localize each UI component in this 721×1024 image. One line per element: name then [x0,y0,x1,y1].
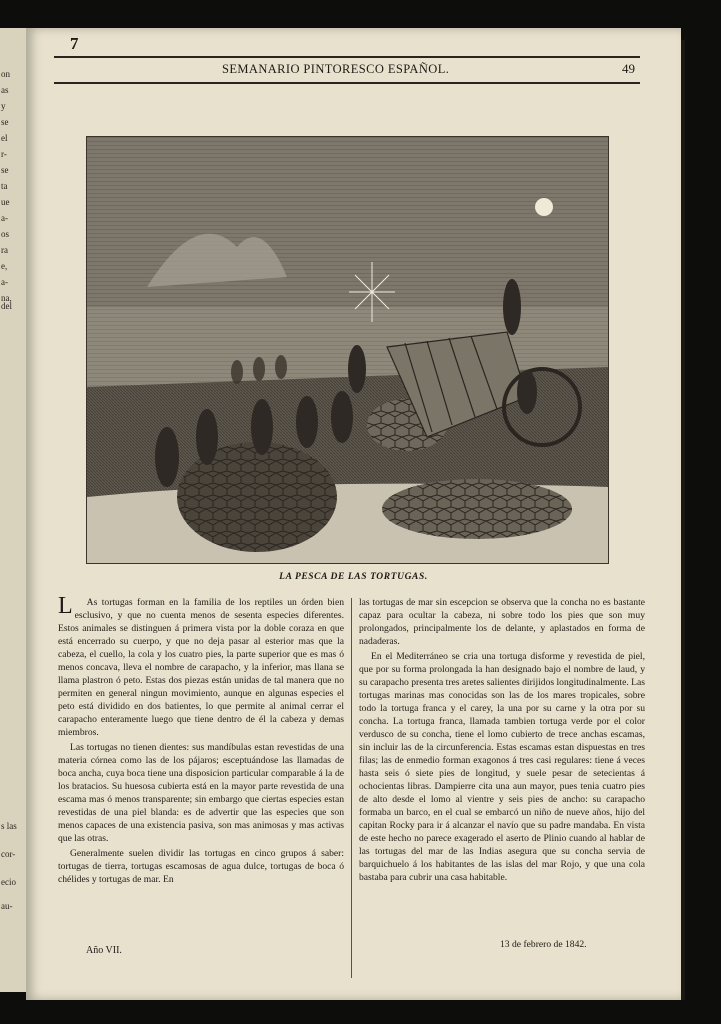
turtle-fishing-engraving [86,136,609,564]
margin-fragment: ta [1,181,8,191]
drop-cap: L [58,593,73,619]
margin-fragment: s las [1,821,17,831]
article-column-right [359,596,645,886]
illustration-caption: LA PESCA DE LAS TORTUGAS. [279,572,428,582]
margin-fragment: au- [1,901,13,911]
paragraph: L As tortugas forman en la familia de los reptiles un órden bien esclusivo, y que no cuenta menos de sesenta especies diferentes. Estos animales se distinguen á primera vista por la doble coraza en que está encerrado su cuerpo, y que no deja pasar al esterior mas que la cabeza, el cuello, la cola y los cuatro pies, la parte superior que es mas ó menos concava, lleva el nombre de carapacho, y la inferior, mas llana se llama plastron ó peto. Estas dos piezas están unidas de tal manera que no permiten en general ningun movimiento, aunque en algunas especies el peto está dividido en dos batientes, lo que permite al animal cerrar el carapacho enteramente luego que tiene dentro de él la cabeza y demas miembros. [58,593,344,738]
margin-fragment: se [1,117,9,127]
article-column-left [58,593,344,888]
margin-fragment: as [1,85,9,95]
header-bottom-rule [54,82,640,84]
paragraph: Generalmente suelen dividir las tortugas en cinco grupos á saber: tortugas de tierra, tortugas escamosas de agua dulce, tortugas de boca ó chélides y tortugas de mar. En [58,848,344,885]
paragraph: En el Mediterráneo se cria una tortuga disforme y revestida de piel, que por su forma prolongada la han designado bajo el nombre de laud, y su carapacho presenta tres aretes salientes dirijidos longitudinalmente. Las tortugas marinas mas conocidas son las de los mares tropicales, sobre todo la tortuga franca y el carey, la una por su carne y la otra por su concha. La tortuga franca, llamada tambien tortuga verde por el color verdusco de su concha, tiene el lomo cubierto de trece anchas escamas, sin incluir las de la circunferencia. Estas escamas estan dispuestas en tres filas; las de enmedio forman exagonos á tres casi regulares: tiene á veces hasta seis ó siete pies de longitud, y suele pesar de setecientas á ochocientas libras. Dampierre cita una aun mayor, pues tenia cuatro pies de alto desde el lomo al vientre y seis pies de ancho: su carapacho formaba un barco, en el cual se embarcó un niño de nueve años, hijo del capitan Rocky para ir á alcanzar el navío que su padre mandaba. En vista de este hecho no parece exagerado el aserto de Plinio cuando al hablar de las tortugas del mar de las Indias asegura que su concha servia de barquichuelo á los habitantes de las islas del mar Rojo, y que una cola bastaba para cubrir una casa habitable. [359,651,645,883]
volume-label: Año VII. [86,945,122,956]
margin-fragment: a- [1,277,8,287]
margin-fragment: a- [1,213,8,223]
margin-fragment: se [1,165,9,175]
column-divider [351,598,352,978]
margin-fragment: ue [1,197,10,207]
margin-fragment: el [1,133,8,143]
header-title: SEMANARIO PINTORESCO ESPAÑOL. [222,62,450,76]
margin-fragment: y [1,101,6,111]
margin-fragment: ecio [1,877,16,887]
adjacent-page-edge [0,28,26,992]
page-shadow-edge [681,40,685,1000]
margin-fragment: r- [1,149,7,159]
margin-fragment: del [1,301,12,311]
margin-fragment: os [1,229,10,239]
margin-fragment: on [1,69,10,79]
header-top-rule [54,56,640,58]
margin-fragment: na, [1,293,12,303]
margin-fragment: ra [1,245,8,255]
paragraph: las tortugas de mar sin escepcion se observa que la concha no es bastante capaz para ocultar la cabeza, ni sobre todo los pies que son muy prolongados, principalmente los de delante, y aplastados en forma de nadaderas. [359,597,645,647]
newspaper-page [26,28,681,1000]
margin-fragment: cor- [1,849,16,859]
header-page-number: 49 [622,61,635,76]
page-sequence-number: 7 [70,34,79,53]
margin-fragment: e, [1,261,8,271]
issue-date: 13 de febrero de 1842. [500,939,587,950]
paragraph: Las tortugas no tienen dientes: sus mandíbulas estan revestidas de una materia córnea como las de los pájaros; esceptuándose las llamadas de boca ancha, cuya boca tiene una disposicion particular comparable á la de los bratacios. Su huesosa cubierta está en la mayor parte revestida de una escama mas ó menos transparente; sin embargo que ciertas especies estan revestidas de una piel blanda: es de advertir que las especies que son menos capaces de una existencia pasiva, son mas animosas y mas activas que las otras. [58,742,344,844]
